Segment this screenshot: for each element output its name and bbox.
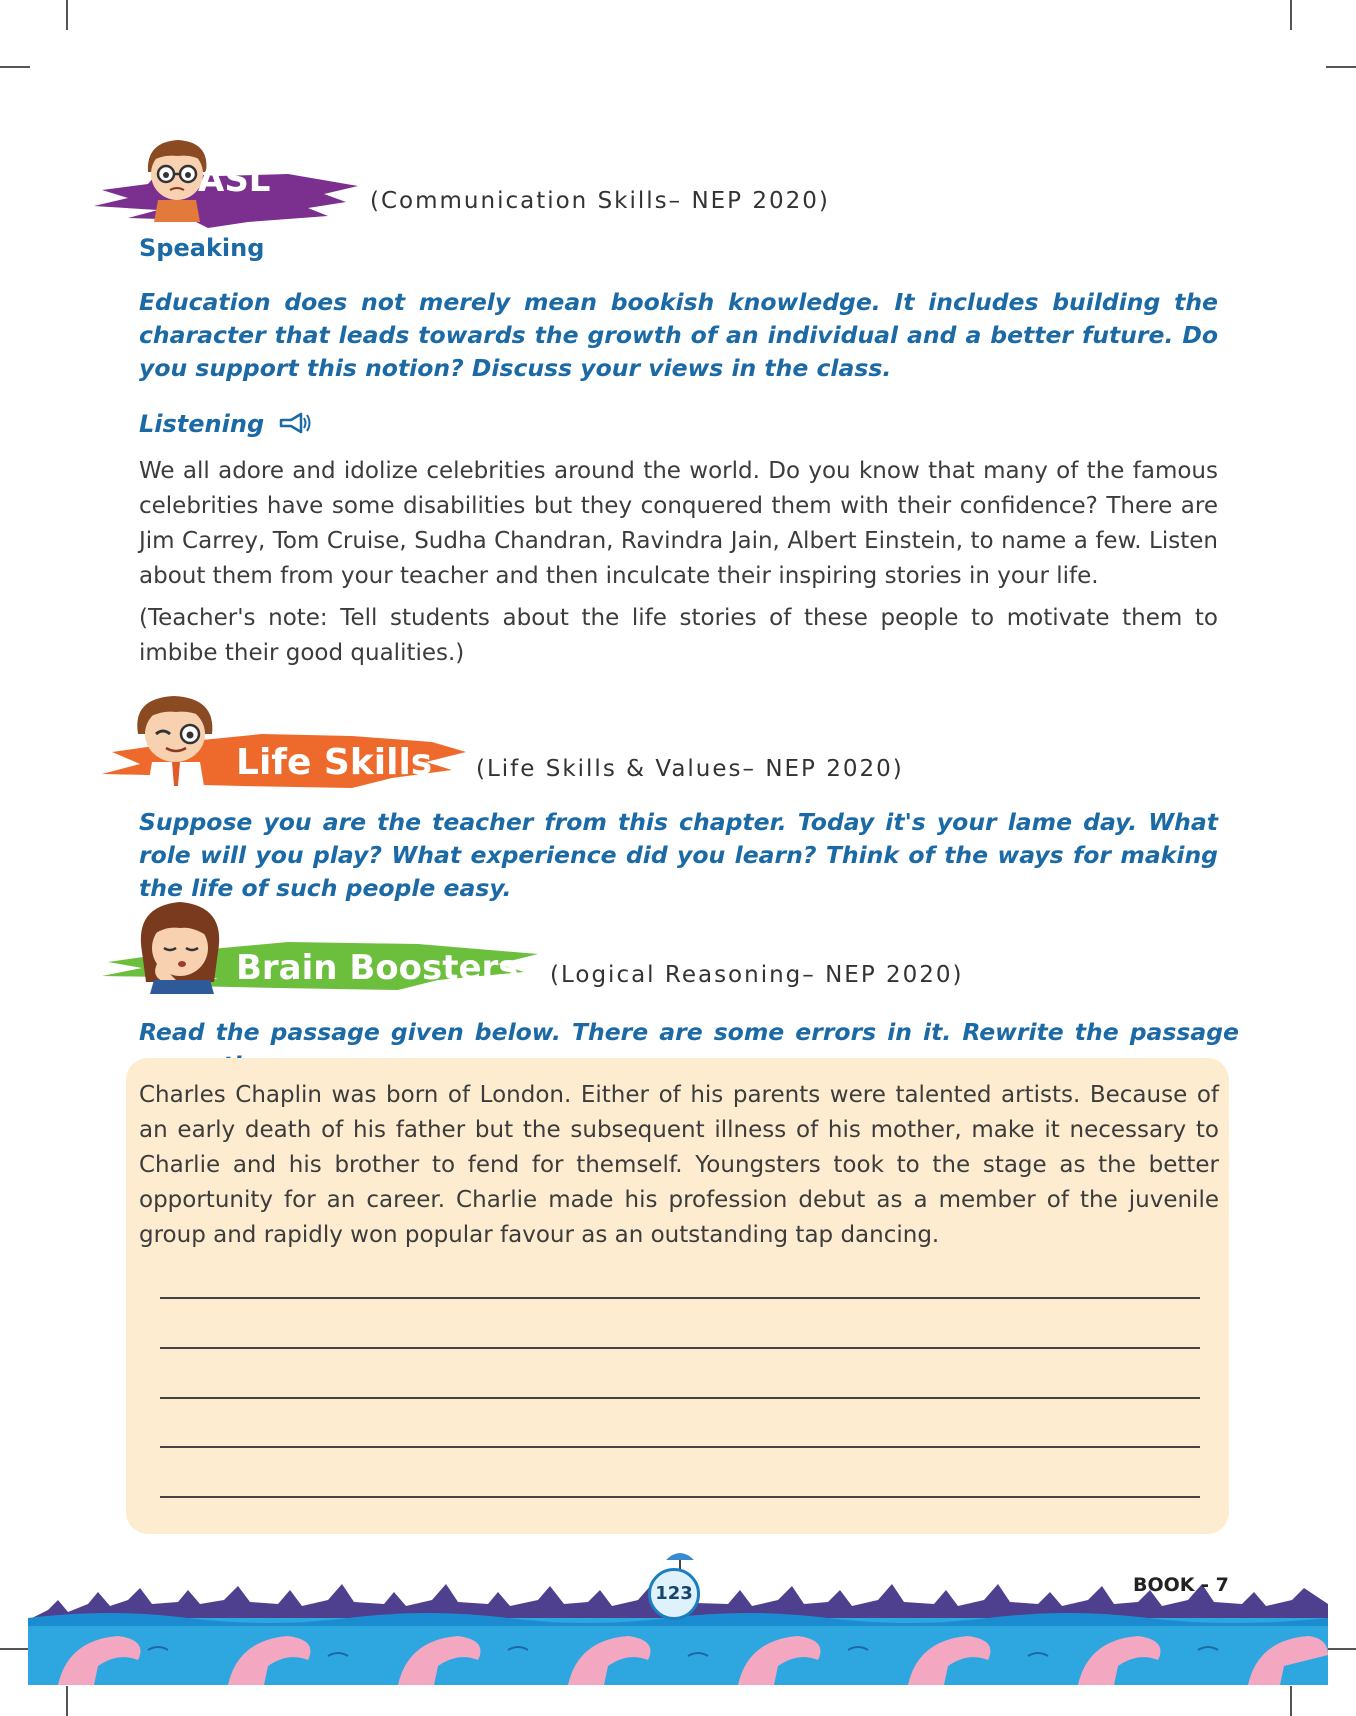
- book-label: BOOK - 7: [1133, 1574, 1229, 1596]
- crop-mark: [0, 1648, 30, 1650]
- listening-text: We all adore and idolize celebrities around the world. Do you know that many of the famous celebrities have some disabilities but they conquered them with their confidence? There are Jim Carrey, Tom Cruise, Sudha Chandran, Ravindra Jain, Albert Einstein, to name a few. Listen about them from your teacher and then inculcate their inspiring stories in your life.: [139, 458, 1218, 589]
- asl-subtitle: (Communication Skills– NEP 2020): [370, 188, 830, 214]
- crop-mark: [1326, 1648, 1356, 1650]
- speaking-heading: Speaking: [139, 234, 265, 262]
- tired-girl-mascot-icon: [141, 902, 219, 994]
- asl-title: ASL: [198, 160, 271, 200]
- megaphone-icon: [277, 410, 313, 436]
- brain-boosters-prompt: Read the passage given below. There are some errors in it. Rewrite the passage: [139, 1018, 1239, 1046]
- passage-text: Charles Chaplin was born of London. Either of his parents were talented artists. Because of an early death of his father but the subsequent illness of his mother, make it necessary to Charlie and his brother to fend for themself. Youngsters took to the stage as the better opportunity for an career. Charlie made his profession debut as a member of the juvenile group and rapidly won popular favour as an outstanding tap dancing.: [139, 1082, 1219, 1248]
- crop-mark: [66, 0, 68, 30]
- answer-line[interactable]: [160, 1297, 1200, 1299]
- life-skills-prompt: Suppose you are the teacher from this chapter. Today it's your lame day. What role will you play? What experience did you learn? Think of the ways for making the life of such people easy.: [139, 808, 1218, 902]
- answer-line[interactable]: [160, 1446, 1200, 1448]
- crop-mark: [0, 66, 30, 68]
- brain-boosters-title: Brain Boosters: [236, 948, 519, 988]
- speaking-prompt: Education does not merely mean bookish knowledge. It includes building the character that leads towards the growth of an individual and a better future. Do you support this notion? Discuss your views in the class.: [139, 288, 1218, 382]
- page-number: 123: [648, 1568, 700, 1620]
- crop-mark: [66, 1686, 68, 1716]
- listening-heading-label: Listening: [139, 410, 265, 438]
- brain-boosters-subtitle: (Logical Reasoning– NEP 2020): [550, 962, 964, 988]
- listening-heading: [139, 410, 313, 438]
- life-skills-subtitle: (Life Skills & Values– NEP 2020): [476, 756, 904, 782]
- teacher-note: (Teacher's note: Tell students about the life stories of these people to motivate them to imbibe their good qualities.): [139, 605, 1218, 666]
- answer-line[interactable]: [160, 1496, 1200, 1498]
- crop-mark: [1326, 66, 1356, 68]
- life-skills-title: Life Skills: [236, 742, 433, 783]
- crop-mark: [1290, 1686, 1292, 1716]
- crop-mark: [1290, 0, 1292, 30]
- answer-line[interactable]: [160, 1397, 1200, 1399]
- answer-line[interactable]: [160, 1347, 1200, 1349]
